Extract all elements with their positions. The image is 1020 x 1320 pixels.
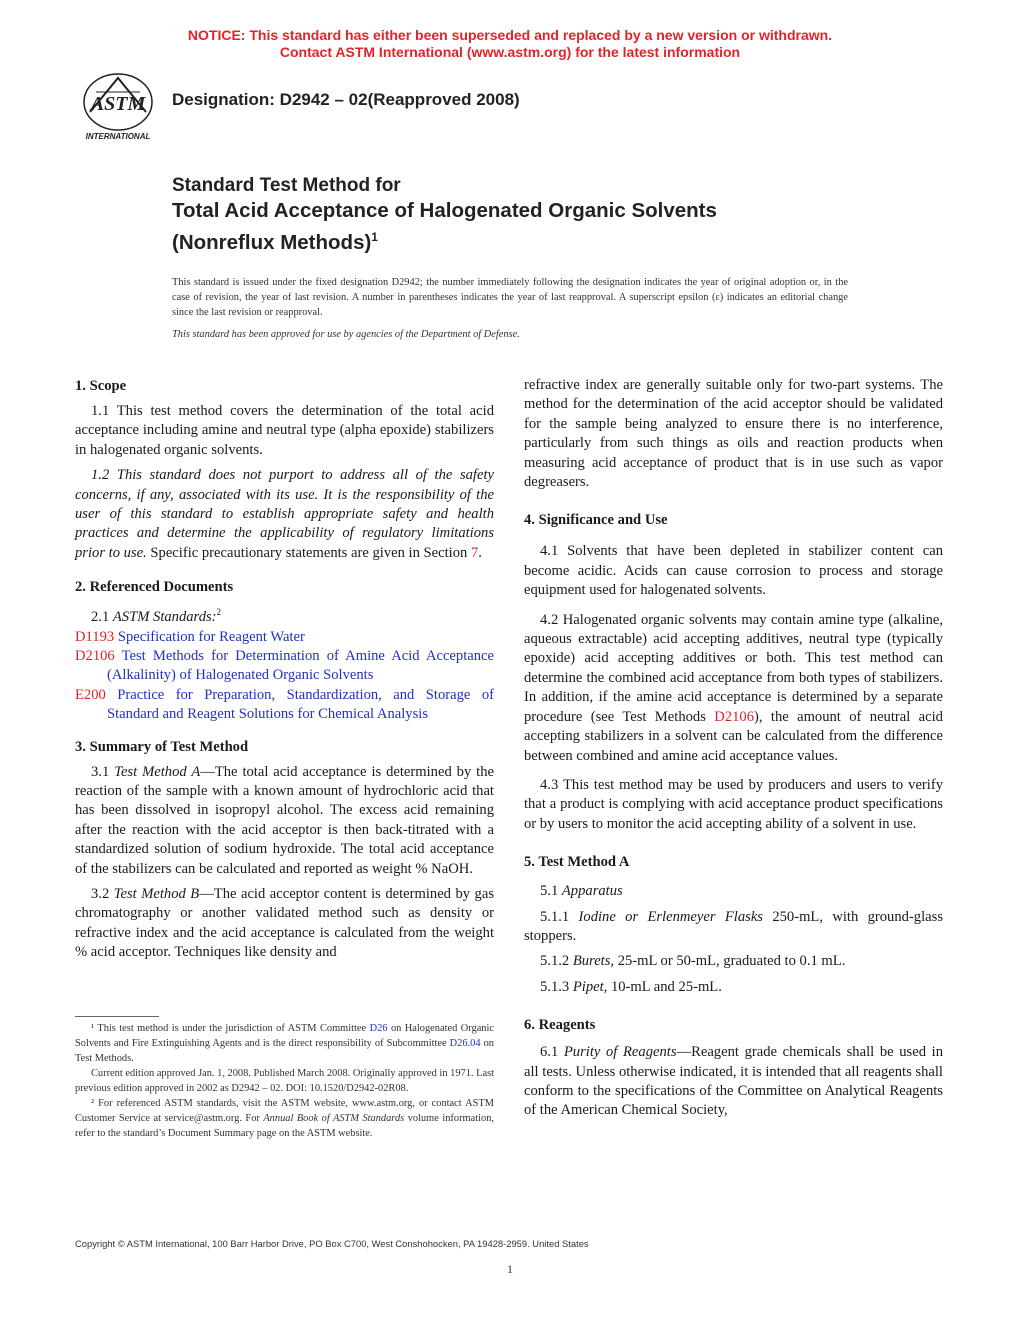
section-5-1-3-num: 5.1.3	[540, 978, 573, 995]
designation: Designation: D2942 – 02(Reapproved 2008)	[172, 90, 520, 109]
section-3-1-text: —The total acid acceptance is determined by the reaction of the sample with a known amount of hydrochloric acid that has been dissolved in isopropyl alcohol. The excess acid remaining after the reaction with the acid acceptor is then back-titrated with a standardized solution of sodium hydroxide. The total acid acceptance of the stabilizers can be calculated and reported as weight % NaOH.	[75, 763, 495, 877]
section-2-heading: 2. Referenced Documents	[75, 579, 234, 596]
section-3-2-num: 3.2	[91, 885, 114, 902]
section-1-2-end: .	[478, 544, 482, 561]
ref-d2106	[75, 647, 494, 686]
section-5-1-1-num: 5.1.1	[540, 908, 579, 925]
ref-d1193	[75, 628, 494, 647]
section-5-heading: 5. Test Method A	[524, 854, 630, 871]
section-6-heading: 6. Reagents	[524, 1017, 596, 1034]
page-number: 1	[507, 1262, 513, 1276]
ref-d2106-code[interactable]: D2106	[75, 647, 115, 664]
section-5-1-3-text: 10-mL and 25-mL.	[607, 978, 722, 995]
title-footnote-mark: 1	[371, 230, 378, 244]
section-5-1-2	[524, 952, 943, 971]
ref-e200	[75, 686, 494, 725]
section-5-1-3	[524, 978, 943, 997]
logo-text: ASTM	[90, 93, 146, 115]
astm-logo-icon	[76, 72, 160, 142]
section-4-2-b: ), the amount of neutral acid accepting stabilizers in a solvent can be calculated from the difference between combined and amine acid acceptance values.	[524, 708, 943, 764]
supersede-notice	[0, 27, 1020, 61]
footnote-1-edition: Current edition approved Jan. 1, 2008. Published March 2008. Originally approved in 1971. Last previous edition approved in 2002 as D2942 – 02. DOI: 10.1520/D2942-02R08.	[75, 1068, 494, 1094]
footnote-1	[75, 1021, 494, 1066]
section-3-2-continued: refractive index are generally suitable only for two-part systems. The method for the determination of the acid acceptor should be validated for the sample being analyzed to ensure there is no interference, particularly from such things as oils and reaction products when measuring acid acceptance of product that is in use such as vapor degreasers.	[524, 377, 943, 491]
section-4-2	[524, 611, 943, 766]
section-3-2-italic: Test Method B	[113, 885, 200, 902]
title-line-3	[172, 224, 717, 256]
section-5-1-1	[524, 908, 943, 947]
section-3-1-italic: Test Method A	[114, 763, 201, 780]
footnote-2-a: ² For referenced ASTM standards, visit the ASTM website, www.astm.org, or contact ASTM Customer Service at service@astm.org. For	[75, 1098, 494, 1124]
left-column	[75, 376, 494, 969]
section-6-1-text: —Reagent grade chemicals shall be used in all tests. Unless otherwise indicated, it is intended that all reagents shall conform to the specifications of the Committee on Analytical Reagents of the American Chemical Society,	[524, 1044, 943, 1119]
preamble-approved: This standard has been approved for use by agencies of the Department of Defense.	[172, 329, 520, 340]
section-5-1-2-italic: Burets,	[572, 953, 615, 970]
title-line-1: Standard Test Method for	[172, 175, 401, 196]
section-1-2-tail: Specific precautionary statements are given in Section	[146, 544, 471, 561]
footnote-2-italic: Annual Book of ASTM Standards	[263, 1113, 405, 1124]
ref-d2106-title[interactable]: Test Methods for Determination of Amine Acid Acceptance (Alkalinity) of Halogenated Organic Solvents	[107, 647, 494, 684]
title-line-3-text: (Nonreflux Methods)	[172, 230, 372, 254]
section-5-1-1-text: 250-mL, with ground-glass stoppers.	[524, 908, 943, 944]
section-6-1-italic: Purity of Reagents	[563, 1044, 677, 1061]
section-2-1-num: 2.1	[91, 609, 113, 626]
section-5-1-italic: Apparatus	[561, 883, 623, 900]
d2106-link[interactable]: D2106	[714, 708, 754, 725]
section-5-1-2-text: 25-mL or 50-mL, graduated to 0.1 mL.	[614, 953, 846, 970]
section-6-1-num: 6.1	[540, 1044, 564, 1061]
footnotes	[75, 1021, 494, 1141]
section-2-1-sup: 2	[216, 607, 222, 618]
footnote-1-b: on Halogenated Organic Solvents and Fire Extinguishing Agents and is the direct responsibility of Subcommittee	[75, 1023, 494, 1049]
section-4-3: 4.3 This test method may be used by producers and users to verify that a product is complying with acid acceptance product specifications or by users to monitor the acid accepting ability of a solvent in use.	[524, 776, 943, 832]
document-title	[172, 174, 717, 256]
section-3-1	[75, 763, 494, 879]
section-5-1-num: 5.1	[540, 883, 562, 900]
subcommittee-d26-04-link[interactable]: D26.04	[449, 1038, 481, 1049]
ref-d1193-title[interactable]: Specification for Reagent Water	[117, 628, 305, 645]
footnote-2-b: volume information, refer to the standard’s Document Summary page on the ASTM website.	[75, 1113, 494, 1139]
section-3-1-num: 3.1	[91, 763, 115, 780]
section-5-1-2-num: 5.1.2	[540, 953, 573, 970]
section-2-1	[75, 603, 494, 627]
section-6-1	[524, 1043, 943, 1121]
section-1-2-italic: 1.2 This standard does not purport to address all of the safety concerns, if any, associated with its use. It is the responsibility of the user of this standard to establish appropriate safety and health practices and determine the applicability of regulatory limitations prior to use.	[75, 467, 494, 561]
notice-line-1: NOTICE: This standard has either been superseded and replaced by a new version or withdrawn.	[187, 27, 833, 43]
copyright-line: Copyright © ASTM International, 100 Barr Harbor Drive, PO Box C700, West Conshohocken, PA 19428-2959. United States	[75, 1238, 589, 1249]
title-line-2: Total Acid Acceptance of Halogenated Organic Solvents	[172, 199, 717, 222]
section-3-2	[75, 885, 494, 963]
section-4-2-a: 4.2 Halogenated organic solvents may contain amine type (alkaline, aqueous extractable) acid accepting additives, neutral type (typically epoxide) acid accepting additives or both. This test method can determine the combined acid acceptance from both types of stabilizers. In addition, if the amine acid acceptance is determined by a separate procedure (see Test Methods	[524, 611, 943, 725]
section-4-heading: 4. Significance and Use	[524, 512, 668, 529]
section-4-1: 4.1 Solvents that have been depleted in stabilizer content can become acidic. Acids can cause corrosion to process and storage equipment used for halogenated solvents.	[524, 543, 943, 599]
notice-line-2: Contact ASTM International (www.astm.org) for the latest information	[279, 44, 741, 60]
ref-d1193-code[interactable]: D1193	[75, 628, 115, 645]
section-3-2-text: —The acid acceptor content is determined by gas chromatography or another validated method such as density or refractive index and the acid acceptance is calculated from the weight % acid acceptor. Techniques like density and	[75, 885, 495, 961]
section-7-link[interactable]: 7	[470, 544, 479, 561]
committee-d26-link[interactable]: D26	[369, 1023, 388, 1034]
section-1-heading: 1. Scope	[75, 378, 127, 394]
section-5-1-3-italic: Pipet,	[572, 978, 608, 995]
section-1-1: 1.1 This test method covers the determination of the total acid acceptance including amine and neutral type (alpha epoxide) stabilizers in halogenated organic solvents.	[75, 403, 494, 458]
preamble-issued: This standard is issued under the fixed designation D2942; the number immediately following the designation indicates the year of original adoption or, in the case of revision, the year of last revision. A number in parentheses indicates the year of last reapproval. A superscript epsilon (ε) indicates an editorial change since the last revision or reapproval.	[172, 277, 848, 318]
footnote-2	[75, 1096, 494, 1141]
ref-e200-title[interactable]: Practice for Preparation, Standardization, and Storage of Standard and Reagent Solutions for Chemical Analysis	[107, 686, 494, 723]
section-5-1	[524, 882, 943, 901]
footnote-1-c: on Test Methods.	[75, 1038, 494, 1064]
section-2-1-italic: ASTM Standards:	[112, 609, 217, 626]
ref-e200-code[interactable]: E200	[75, 686, 106, 703]
section-3-heading: 3. Summary of Test Method	[75, 738, 249, 755]
section-1-2	[75, 466, 494, 563]
footnote-divider	[75, 1016, 159, 1017]
footnote-1-a: ¹ This test method is under the jurisdiction of ASTM Committee	[91, 1023, 370, 1034]
right-column	[524, 376, 943, 1127]
logo-subtitle: INTERNATIONAL	[85, 132, 151, 141]
section-5-1-1-italic: Iodine or Erlenmeyer Flasks	[578, 908, 763, 925]
